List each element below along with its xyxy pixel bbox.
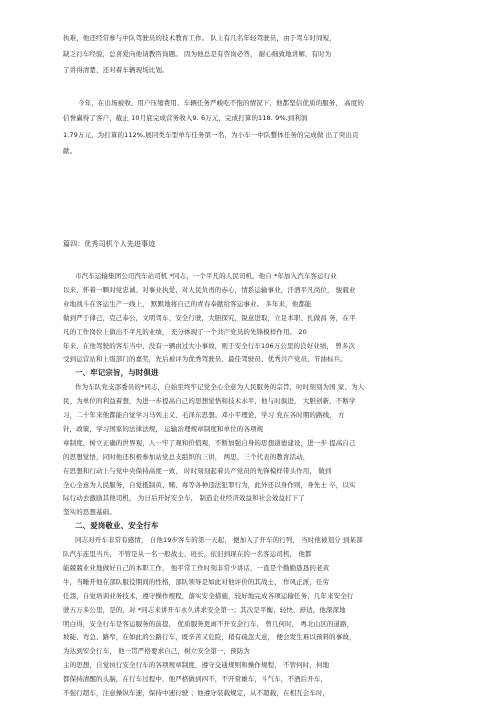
- body-line: 坡陡、弯急、路窄，在如此的公路行车，既辛苦又危险，稍有疏忽大意， 便会发生难以预料的事故，: [63, 633, 356, 641]
- body-line: 受到运营站和上级部门的嘉奖，先后被评为优秀驾驶员、最佳驾驶员、优秀共产党员、节油标兵。: [63, 355, 347, 363]
- body-line: 凡的工作岗位上做出不平凡的业绩， 充分体现了一个共产党员的先锋模样作用。 20: [63, 328, 307, 336]
- section-heading: 一、牢记宗旨，与时俱进: [75, 368, 159, 377]
- body-line: 为达到安全行车， 他一贯严格要求自己，树立安全第一，预防为: [63, 647, 250, 655]
- body-line: 任怨，自觉培训业务技术，遵守操作规程，落实安全措施，较好地完成各项运输任务，几年来安全行: [63, 592, 354, 600]
- body-line: 的思想觉悟，同时他还积极参加站党总支组织的三讲， 两思、三个代表的教育活动，: [63, 453, 310, 461]
- paragraph-line: 今年，在出场被收、用户压缩费用、车辆任务严峻吃不饱的情况下，他都坚信优质的服务， 高度的: [78, 99, 364, 107]
- body-line: 驶五万多公里，是的，对 *同志来讲开车永久讲求安全第一；其次是平衡、轻快、舒适，他深深地: [63, 606, 346, 614]
- body-line: 章制度，树立正确的世界观，人一牢了观和价值观，不断加强自身的思想道德建设，进一步 提高自己: [63, 439, 356, 447]
- paragraph-line: 执难，他还经常参与中队驾驶员的技术教育工作。 队上有几名年轻驾驶员，由于驾车时间短，: [63, 34, 336, 42]
- body-line: 做到严于律己，克己奉公，文明驾车、安全行驶，大胆探究，锐意进取，立足本职、扎做昌 务，在平: [63, 314, 356, 322]
- body-line: 年来，在他驾驶的客车当中，没有一辆由过大小事故，则于安全行车106万公里的良好业绩， 曾多次: [63, 342, 356, 350]
- body-line: 坚实的思想基础。: [63, 508, 116, 516]
- body-line: 都保持清醒的头脑，在行车过程中，他严格做到四不，不开赏雄车，斗气车，不酒后开车，: [63, 675, 327, 683]
- paragraph-line: 缺乏行车经验，总喜爱向他请教咨询题。 因为他总是有咨询必答， 耐心细致地讲解，有时为: [63, 50, 332, 58]
- body-line: 以来，怀着一颗对党忠诚、对事业执爱、对人民负责的赤心，情系运输事业，汗洒平凡岗位， 骏毅业: [63, 286, 356, 294]
- paragraph-line: 1.79万元，为打算的112%,展同类车型单车任务第一名，为小车一中队整体任务的完成做 出了突出贡: [63, 131, 359, 139]
- body-line: 主的思想，自觉执行安全行车的各项规章制度，遵守交通规则和操作规程， 不管何时，何地: [63, 661, 330, 669]
- section-title: 篇四：优秀司机个人先进事迹: [63, 240, 156, 248]
- body-line: 明白得，安全行车是客运服务的前提， 优质服务更离不开安全行车， 曾几何时， 粤北山区的道路，: [63, 620, 354, 628]
- body-line: 能兢兢业业地做好自己的本职工作， 他平常工作时刻非常少讲话，一直是个勤勤恳恳的老黄: [63, 564, 330, 572]
- body-line: 市汽车运输集团公司汽车站司机 *同志，一个平凡的人民司机，他自 *年加入汽车客运行业: [75, 272, 337, 280]
- body-line: 全心全意为人民服务，自觉抵制黄、赌、毒等各种违法犯罪行为，此外还以身作则，身先士 卒，以实: [63, 481, 356, 489]
- body-line: 同志对开车非常有感情， 自他19步客车的第一天起， 便加入了开车的行列， 当时他被划分 到某部: [75, 536, 363, 544]
- body-line: 不强行超车，注意操纵车速，保持中速行驶 ；他遵守装载规定，从不超载，在相互会车时，: [63, 689, 330, 697]
- paragraph-line: 献。: [63, 147, 77, 155]
- body-line: 队汽车连里当兵， 不管是从一名一般战士、班长，依旧到现在的一名客运司机， 他都: [63, 550, 312, 558]
- body-line: 际行动去激励其他司机， 为日后开好安全车， 制造企业经济效益和社会效益打下了: [63, 494, 305, 502]
- body-line: 针，政策，学习国家的法律法规， 运输治理规章制度和单位的各项规: [63, 425, 264, 433]
- body-line: 在思想和行动上与党中央保持高度一致， 时时刻刻起着共产党员的先锋模样带头作用， 做到: [63, 467, 332, 475]
- section-heading: 二、爱岗敬业、安全行车: [75, 521, 159, 530]
- body-line: 业地战斗在客运生产一线上， 默默地将自己的青春奉献给客运事业。 多年来，他都能: [63, 300, 312, 308]
- paragraph-line: 信誉赢得了客户，截止 10月底完成营务收入9. 6万元，完成打算的118. 9%,到利润: [63, 114, 308, 122]
- body-line: 习，二十年来他都能自觉学习马列主义、毛泽东思想、邓小平理论，学习 党在各时期的路线， 方: [63, 411, 345, 419]
- body-line: 作为车队党支部委员的*同志，自始至终牢记党全心全意为人民服务的宗旨，时时刻刻为国 家、为人: [75, 383, 365, 391]
- body-line: 牛，当睡开他在部队服役期间的性格，部队领导是如此对他评价的其战士， 作风正派，任劳: [63, 578, 330, 586]
- paragraph-line: 了讲得清楚，还对着车辆现场比划。: [63, 66, 169, 74]
- body-line: 民、为单位的利益着想，为进一步提高自己的思想觉悟和技术水平，他与时俱进， 大胆创新，不断学: [63, 397, 356, 405]
